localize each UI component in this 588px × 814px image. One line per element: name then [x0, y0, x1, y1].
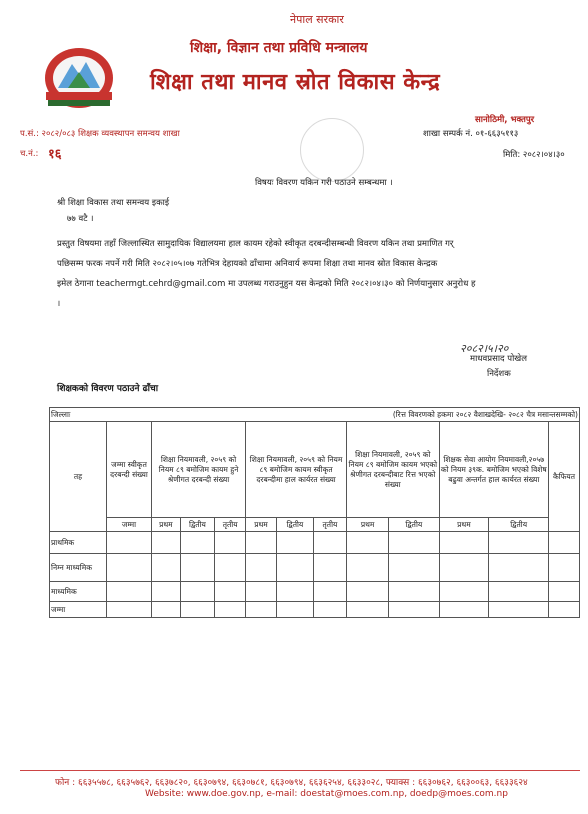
patra-sankhya: प.सं.: २०८२/०८३ शिक्षक व्यवस्थापन समन्वय शाखा: [20, 129, 180, 139]
col-remarks-header: कैफियत: [549, 422, 580, 532]
header-location: सानोठिमी, भक्तपुर: [475, 115, 535, 125]
col-level-header: तह: [50, 422, 107, 532]
sub-total: जम्मा: [107, 518, 152, 532]
header-office: शिक्षा तथा मानव स्रोत विकास केन्द्र: [150, 70, 441, 95]
body-line-4: ।: [57, 299, 61, 309]
teacher-details-table: [49, 407, 580, 618]
sub-second: द्वितीय: [276, 518, 313, 532]
sub-first: प्रथम: [439, 518, 489, 532]
form-title: शिक्षकको विवरण पठाउने ढाँचा: [57, 384, 159, 394]
col-approved-header: जम्मा स्वीकृत दरबन्दी संख्या: [107, 422, 152, 518]
table-row: [50, 554, 580, 582]
sub-second: द्वितीय: [389, 518, 439, 532]
signatory-name: माधवप्रसाद पोखेल: [470, 354, 527, 364]
subject-line: विषयः विवरण यकिन गरी पठाउने सम्बन्धमा ।: [255, 178, 393, 188]
col-group-3-header: शिक्षा नियमावली, २०५९ को नियम ८९ बमोजिम कायम भएको श्रेणीगत दरबन्दीबाट रित्त भएको संख्या: [347, 422, 440, 518]
sub-third: तृतीय: [215, 518, 246, 532]
chalani-label: च.नं.:: [20, 149, 39, 159]
nepal-emblem-logo: [38, 42, 120, 112]
table-note: (रित्त विवरणको हकमा २०८२ वैशाखदेखि- २०८२ चैत्र मसान्तसम्मको): [180, 408, 579, 422]
row-label: प्राथमिक: [50, 532, 107, 554]
col-group-1-header: शिक्षा नियमावली, २०५९ को नियम ८९ बमोजिम कायम हुने श्रेणीगत दरबन्दी संख्या: [152, 422, 246, 518]
col-group-4-header: शिक्षक सेवा आयोग नियमावली,२०५७ को नियम ३९क. बमोजिम भएको विशेष बढुवा अन्तर्गत हाल कार्यरत संख्या: [439, 422, 548, 518]
sub-third: तृतीय: [313, 518, 346, 532]
recipient-line-1: श्री शिक्षा विकास तथा समन्वय इकाई: [57, 198, 169, 208]
row-label: निम्न माध्यमिक: [50, 554, 107, 582]
header-ministry: शिक्षा, विज्ञान तथा प्रविधि मन्त्रालय: [190, 40, 368, 56]
sub-first: प्रथम: [246, 518, 277, 532]
row-label: जम्मा: [50, 602, 107, 618]
signatory-designation: निर्देशक: [487, 369, 511, 379]
footer-phones: फोन : ६६३५५७८, ६६३५७६२, ६६३७८२०, ६६३०७९४, ६६३०७८१, ६६३०७९४, ६६३६२५४, ६६३३०२८, फ्याक्स : ६६३०७६२, ६६३००६३, ६६३३६२४: [55, 778, 528, 788]
sub-second: द्वितीय: [489, 518, 549, 532]
table-row: [50, 602, 580, 618]
recipient-line-2: ७७ वटै ।: [67, 214, 94, 224]
body-line-1: प्रस्तुत विषयमा तहाँ जिल्लास्थित सामुदायिक विद्यालयमा हाल कायम रहेको स्वीकृत दरबन्दीसम्बन्धी विवरण यकिन तथा प्रमाणित गर्: [57, 239, 454, 249]
sub-second: द्वितीय: [180, 518, 214, 532]
table-row: [50, 582, 580, 602]
sub-first: प्रथम: [152, 518, 181, 532]
col-group-2-header: शिक्षा नियमावली, २०५९ को नियम ८९ बमोजिम कायम स्वीकृत दरबन्दीमा हाल कार्यरत संख्या: [246, 422, 347, 518]
branch-contact: शाखा सम्पर्क नं. ०१-६६३५११३: [423, 129, 519, 139]
body-line-3: इमेल ठेगाना teachermgt.cehrd@gmail.com मा उपलब्ध गराउनुहुन यस केन्द्रको मिति २०८२।०४।३० को निर्णयानुसार अनुरोध ह: [57, 279, 476, 289]
chalani-number: १६: [48, 147, 62, 162]
footer-divider: [20, 770, 580, 771]
footer-website: Website: www.doe.gov.np, e-mail: doestat@moes.com.np, doedp@moes.com.np: [145, 789, 508, 799]
header-govt: नेपाल सरकार: [290, 13, 344, 26]
letter-date: मिति: २०८२।०४।३०: [503, 150, 565, 160]
sub-first: प्रथम: [347, 518, 389, 532]
district-label: जिल्लाः: [50, 408, 181, 422]
body-line-2: पछिसम्म फरक नपर्ने गरी मिति २०८२।०५।०७ गतेभित्र देहायको ढाँचामा अनिवार्य रूपमा शिक्षा तथा मानव स्रोत विकास केन्द्रक: [57, 259, 438, 269]
row-label: माध्यमिक: [50, 582, 107, 602]
table-row: [50, 532, 580, 554]
signature-scribble: २०८२।५।२०: [460, 342, 509, 355]
